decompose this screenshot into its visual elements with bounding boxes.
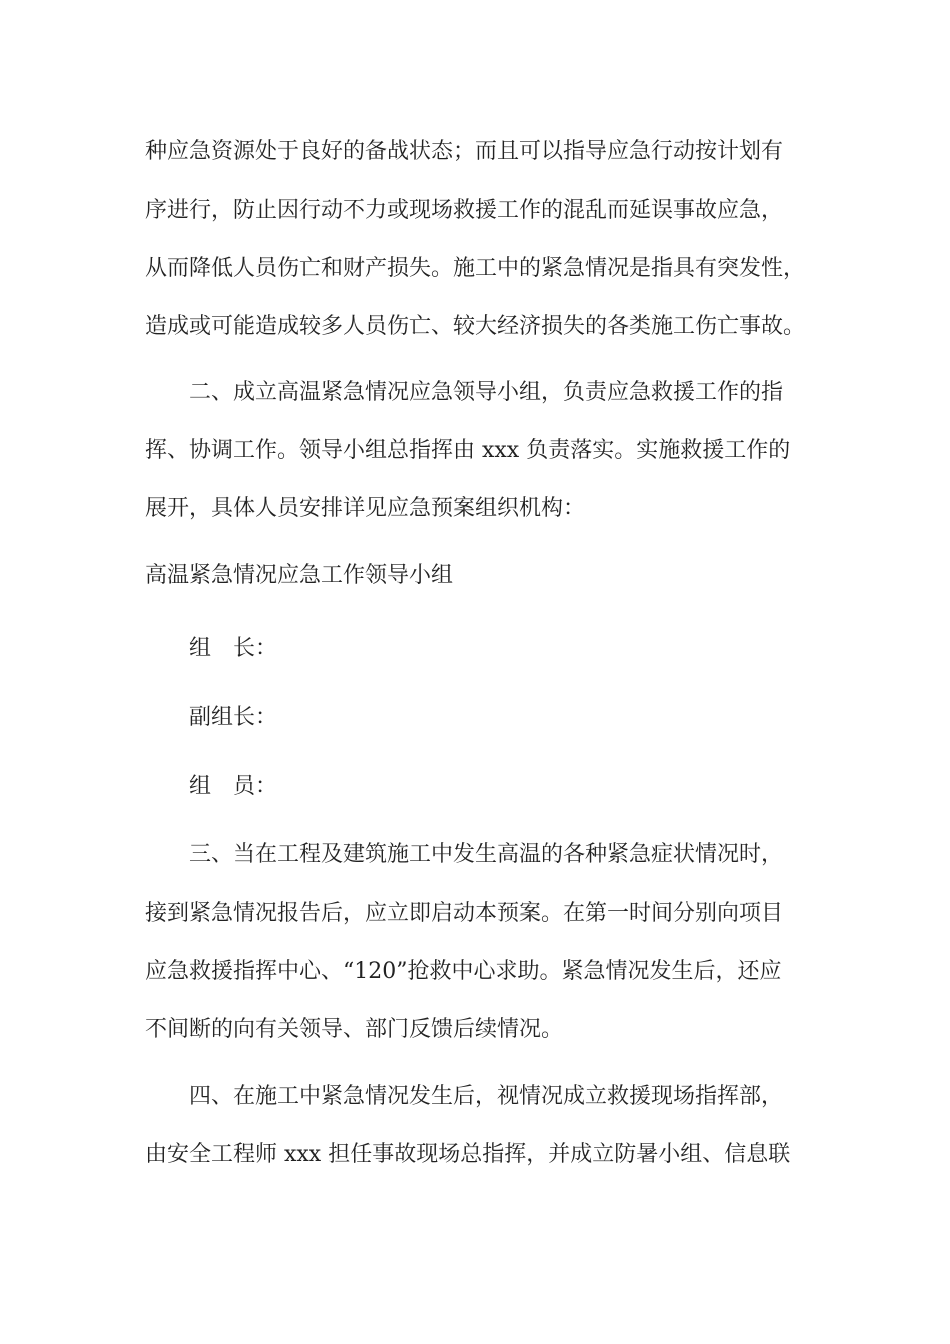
group-leader-label bbox=[189, 634, 950, 664]
label-char: 组 bbox=[189, 636, 212, 661]
paragraph-line: 挥、协调工作。领导小组总指挥由 xxx 负责落实。实施救援工作的 bbox=[145, 438, 791, 463]
label-char: 长： bbox=[233, 636, 278, 661]
paragraph-line: 应急救援指挥中心、“120”抢救中心求助。紧急情况发生后，还应 bbox=[145, 959, 782, 984]
paragraph-line: 造成或可能造成较多人员伤亡、较大经济损失的各类施工伤亡事故。 bbox=[145, 314, 806, 339]
group-member-label bbox=[189, 772, 950, 802]
paragraph-line: 不间断的向有关领导、部门反馈后续情况。 bbox=[145, 1017, 564, 1042]
label-char: 组 bbox=[189, 774, 212, 799]
section-two-line: 二、成立高温紧急情况应急领导小组，负责应急救援工作的指 bbox=[189, 380, 784, 405]
paragraph-line: 由安全工程师 xxx 担任事故现场总指挥，并成立防暑小组、信息联 bbox=[145, 1142, 791, 1167]
paragraph-line: 接到紧急情况报告后，应立即启动本预案。在第一时间分别向项目 bbox=[145, 901, 784, 926]
deputy-leader-label: 副组长： bbox=[189, 705, 278, 730]
paragraph-line: 从而降低人员伤亡和财产损失。施工中的紧急情况是指具有突发性， bbox=[145, 256, 806, 281]
section-four-line: 四、在施工中紧急情况发生后，视情况成立救援现场指挥部， bbox=[189, 1084, 784, 1109]
group-title: 高温紧急情况应急工作领导小组 bbox=[145, 563, 454, 588]
section-three-line: 三、当在工程及建筑施工中发生高温的各种紧急症状情况时， bbox=[189, 842, 784, 867]
paragraph-line: 展开，具体人员安排详见应急预案组织机构： bbox=[145, 496, 586, 521]
paragraph-line: 序进行，防止因行动不力或现场救援工作的混乱而延误事故应急， bbox=[145, 198, 784, 223]
label-char: 员： bbox=[233, 774, 278, 799]
paragraph-line: 种应急资源处于良好的备战状态；而且可以指导应急行动按计划有 bbox=[145, 139, 784, 164]
